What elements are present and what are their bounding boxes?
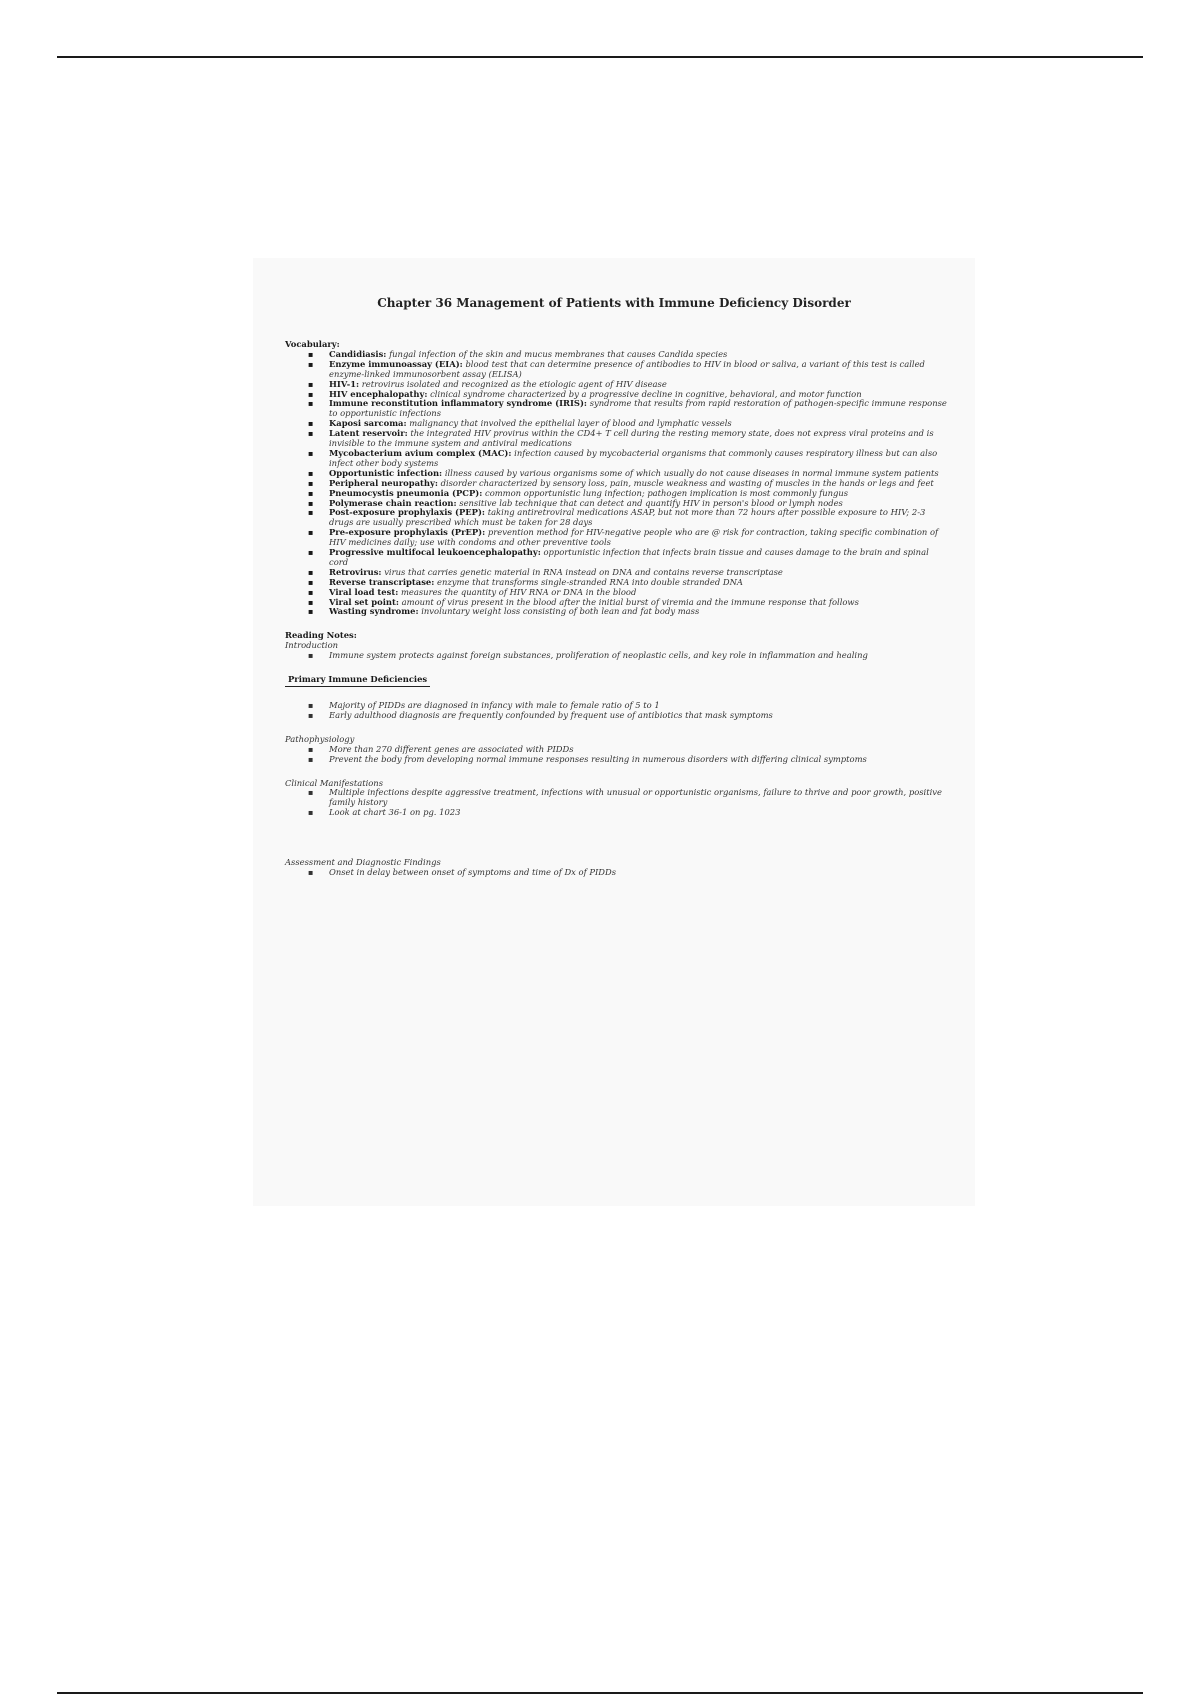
top-rule (57, 56, 1143, 58)
vocab-definition: malignancy that involved the epithelial layer of blood and lymphatic vessels (409, 418, 732, 429)
vocab-definition: the integrated HIV provirus within the CD4+ T cell during the resting memory state, does not express viral proteins and is invisible to the immune system and antiviral medications (329, 428, 934, 449)
list-item: ▪ Prevent the body from developing normal immune responses resulting in numerous disorders with differing clinical symptoms (329, 755, 947, 765)
pathophysiology-label: Pathophysiology (285, 733, 355, 744)
vocab-item (329, 528, 947, 548)
list-item: ▪ More than 270 different genes are associated with PIDDs (329, 745, 947, 755)
vocab-definition: measures the quantity of HIV RNA or DNA in the blood (400, 586, 637, 597)
list-item: ▪ Multiple infections despite aggressive treatment, infections with unusual or opportunistic organisms, failure to thrive and poor growth, positive family history (329, 788, 947, 808)
vocab-definition: clinical syndrome characterized by a progressive decline in cognitive, behavioral, and motor function (430, 388, 862, 399)
primary-immune-deficiencies-heading: Primary Immune Deficiencies (285, 675, 430, 687)
vocab-term: Kaposi sarcoma: (329, 418, 407, 429)
vocab-term: Peripheral neuropathy: (329, 477, 438, 488)
vocab-item (329, 508, 947, 528)
vocab-term: Opportunistic infection: (329, 467, 443, 478)
vocab-definition: sensitive lab technique that can detect and quantify HIV in person's blood or lymph nodes (459, 497, 843, 508)
pathophysiology-list (285, 745, 947, 765)
vocab-definition: fungal infection of the skin and mucus membranes that causes Candida species (389, 348, 728, 359)
vocab-term: Viral load test: (329, 586, 399, 597)
vocab-definition: taking antiretroviral medications ASAP, but not more than 72 hours after possible exposure to HIV; 2-3 drugs are usually prescribed which must be taken for 28 days (329, 507, 926, 528)
vocab-item (329, 449, 947, 469)
vocab-term: Reverse transcriptase: (329, 576, 435, 587)
vocab-term: Candidiasis: (329, 348, 387, 359)
vocab-definition: virus that carries genetic material in RNA instead on DNA and contains reverse transcriptase (384, 566, 783, 577)
vocab-item (329, 399, 947, 419)
vocab-definition: syndrome that results from rapid restoration of pathogen-specific immune response to opportunistic infections (329, 398, 947, 419)
vocab-item (329, 548, 947, 568)
vocab-term: HIV-1: (329, 378, 360, 389)
vocab-term: Polymerase chain reaction: (329, 497, 457, 508)
list-item: ▪ Look at chart 36-1 on pg. 1023 (329, 808, 947, 818)
list-item: ▪ Early adulthood diagnosis are frequently confounded by frequent use of antibiotics that mask symptoms (329, 711, 947, 721)
clinical-manifestations-label: Clinical Manifestations (285, 777, 383, 788)
vocab-term: Pneumocystis pneumonia (PCP): (329, 487, 483, 498)
vocab-definition: enzyme that transforms single-stranded RNA into double stranded DNA (437, 576, 743, 587)
introduction-label: Introduction (285, 640, 339, 651)
vocabulary-heading: Vocabulary: (285, 339, 340, 349)
vocab-term: Pre-exposure prophylaxis (PrEP): (329, 527, 486, 538)
vocab-definition: common opportunistic lung infection; pathogen implication is most commonly fungus (485, 487, 849, 498)
list-item: ▪ Immune system protects against foreign substances, proliferation of neoplastic cells, and key role in inflammation and healing (329, 651, 947, 661)
vocab-term: Retrovirus: (329, 566, 382, 577)
vocab-term: Mycobacterium avium complex (MAC): (329, 447, 512, 458)
vocab-definition: infection caused by mycobacterial organisms that commonly causes respiratory illness but can also infect other body systems (329, 447, 938, 468)
primary-list (285, 701, 947, 721)
vocab-term: Wasting syndrome: (329, 606, 419, 617)
vocab-term: Enzyme immunoassay (EIA): (329, 358, 463, 369)
document-content (285, 340, 947, 878)
vocabulary-list (285, 350, 947, 617)
list-item: ▪ Majority of PIDDs are diagnosed in infancy with male to female ratio of 5 to 1 (329, 701, 947, 711)
reading-notes-heading: Reading Notes: (285, 630, 357, 641)
vocab-item (329, 360, 947, 380)
bottom-rule (57, 1692, 1143, 1694)
vocab-term: Progressive multifocal leukoencephalopathy: (329, 547, 541, 558)
introduction-list (285, 651, 947, 661)
clinical-list (285, 788, 947, 818)
vocab-item (329, 429, 947, 449)
vocab-term: Viral set point: (329, 596, 399, 607)
vocab-term: Post-exposure prophylaxis (PEP): (329, 507, 486, 518)
vocab-item (329, 607, 947, 617)
assessment-label: Assessment and Diagnostic Findings (285, 857, 441, 868)
vocab-definition: involuntary weight loss consisting of both lean and fat body mass (421, 606, 700, 617)
vocab-term: Latent reservoir: (329, 428, 408, 439)
vocab-definition: retrovirus isolated and recognized as the etiologic agent of HIV disease (361, 378, 667, 389)
vocab-definition: illness caused by various organisms some of which usually do not cause diseases in normal immune system patients (444, 467, 939, 478)
document-page (253, 258, 975, 1206)
vocab-definition: opportunistic infection that infects brain tissue and causes damage to the brain and spinal cord (329, 547, 929, 567)
vocab-definition: disorder characterized by sensory loss, pain, muscle weakness and wasting of muscles in the hands or legs and feet (440, 477, 934, 488)
vocab-definition: blood test that can determine presence of antibodies to HIV in blood or saliva, a variant of this test is called enzyme-linked immunosorbent assay (ELISA) (329, 358, 925, 379)
vocab-term: Immune reconstitution inflammatory syndrome (IRIS): (329, 398, 588, 409)
vocab-definition: prevention method for HIV-negative people who are @ risk for contraction, taking specific combination of HIV medicines daily; use with condoms and other preventive tools (329, 527, 939, 548)
assessment-list (285, 868, 947, 878)
document-title: Chapter 36 Management of Patients with Immune Deficiency Disorder (377, 296, 851, 310)
vocab-term: HIV encephalopathy: (329, 388, 428, 399)
list-item: ▪ Onset in delay between onset of symptoms and time of Dx of PIDDs (329, 868, 947, 878)
vocab-definition: amount of virus present in the blood after the initial burst of viremia and the immune response that follows (401, 596, 859, 607)
